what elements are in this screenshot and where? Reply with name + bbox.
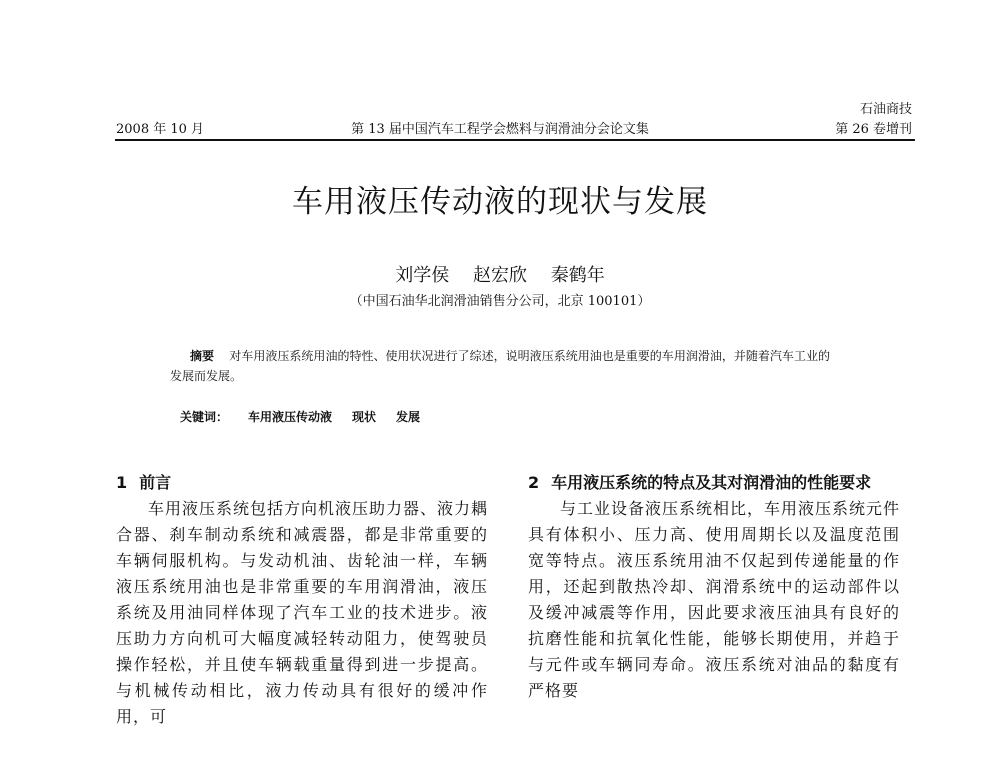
- section-title: 车用液压系统的特点及其对润滑油的性能要求: [551, 473, 872, 492]
- author-list: [0, 261, 1000, 287]
- section-title: 前言: [139, 473, 172, 492]
- volume-label: 第 26 卷增刊: [835, 122, 912, 137]
- column-left: [116, 470, 488, 730]
- affiliation: （中国石油华北润滑油销售分公司，北京 100101）: [349, 294, 651, 309]
- abstract: [170, 346, 830, 386]
- conference-name: 第 13 届中国汽车工程学会燃料与润滑油分会论文集: [351, 122, 649, 137]
- section-heading: [528, 470, 900, 496]
- keywords: [180, 408, 420, 425]
- column-right: [528, 470, 900, 704]
- author-name: 秦鹤年: [550, 265, 605, 286]
- issue-date: 2008 年 10 月: [116, 122, 205, 137]
- paper-title: 车用液压传动液的现状与发展: [292, 184, 708, 220]
- author-name: 刘学侯: [395, 265, 450, 286]
- author-name: 赵宏欣: [473, 265, 527, 286]
- section-body: 与工业设备液压系统相比，车用液压系统元件具有体积小、压力高、使用周期长以及温度范围宽等特点。液压系统用油不仅起到传递能量的作用，还起到散热冷却、润滑系统中的运动部件以及缓冲减震等作用，因此要求液压油具有良好的抗磨性能和抗氧化性能，能够长期使用，并趋于与元件或车辆同寿命。液压系统对油品的黏度有严格要: [528, 499, 901, 700]
- header-rule: [115, 139, 915, 141]
- section-body: 车用液压系统包括方向机液压助力器、液力耦合器、刹车制动系统和减震器，都是非常重要的车辆伺服机构。与发动机油、齿轮油一样，车辆液压系统用油也是非常重要的车用润滑油，液压系统及用油同样体现了汽车工业的技术进步。液压助力方向机可大幅度减轻转动阻力，使驾驶员操作轻松，并且使车辆载重量得到进一步提高。与机械传动相比，液力传动具有很好的缓冲作用，可: [116, 499, 489, 726]
- keyword: 现状: [352, 410, 377, 424]
- keyword: 车用液压传动液: [248, 410, 333, 424]
- section-number: 2: [528, 473, 540, 492]
- keywords-label: 关键词：: [180, 410, 229, 424]
- journal-name: 石油商技: [859, 102, 912, 117]
- keyword: 发展: [396, 410, 421, 424]
- section-number: 1: [116, 473, 128, 492]
- abstract-text: 对车用液压系统用油的特性、使用状况进行了综述，说明液压系统用油也是重要的车用润滑油，并随着汽车工业的发展而发展。: [170, 349, 830, 383]
- section-heading: [116, 470, 488, 496]
- abstract-label: 摘要: [190, 349, 215, 363]
